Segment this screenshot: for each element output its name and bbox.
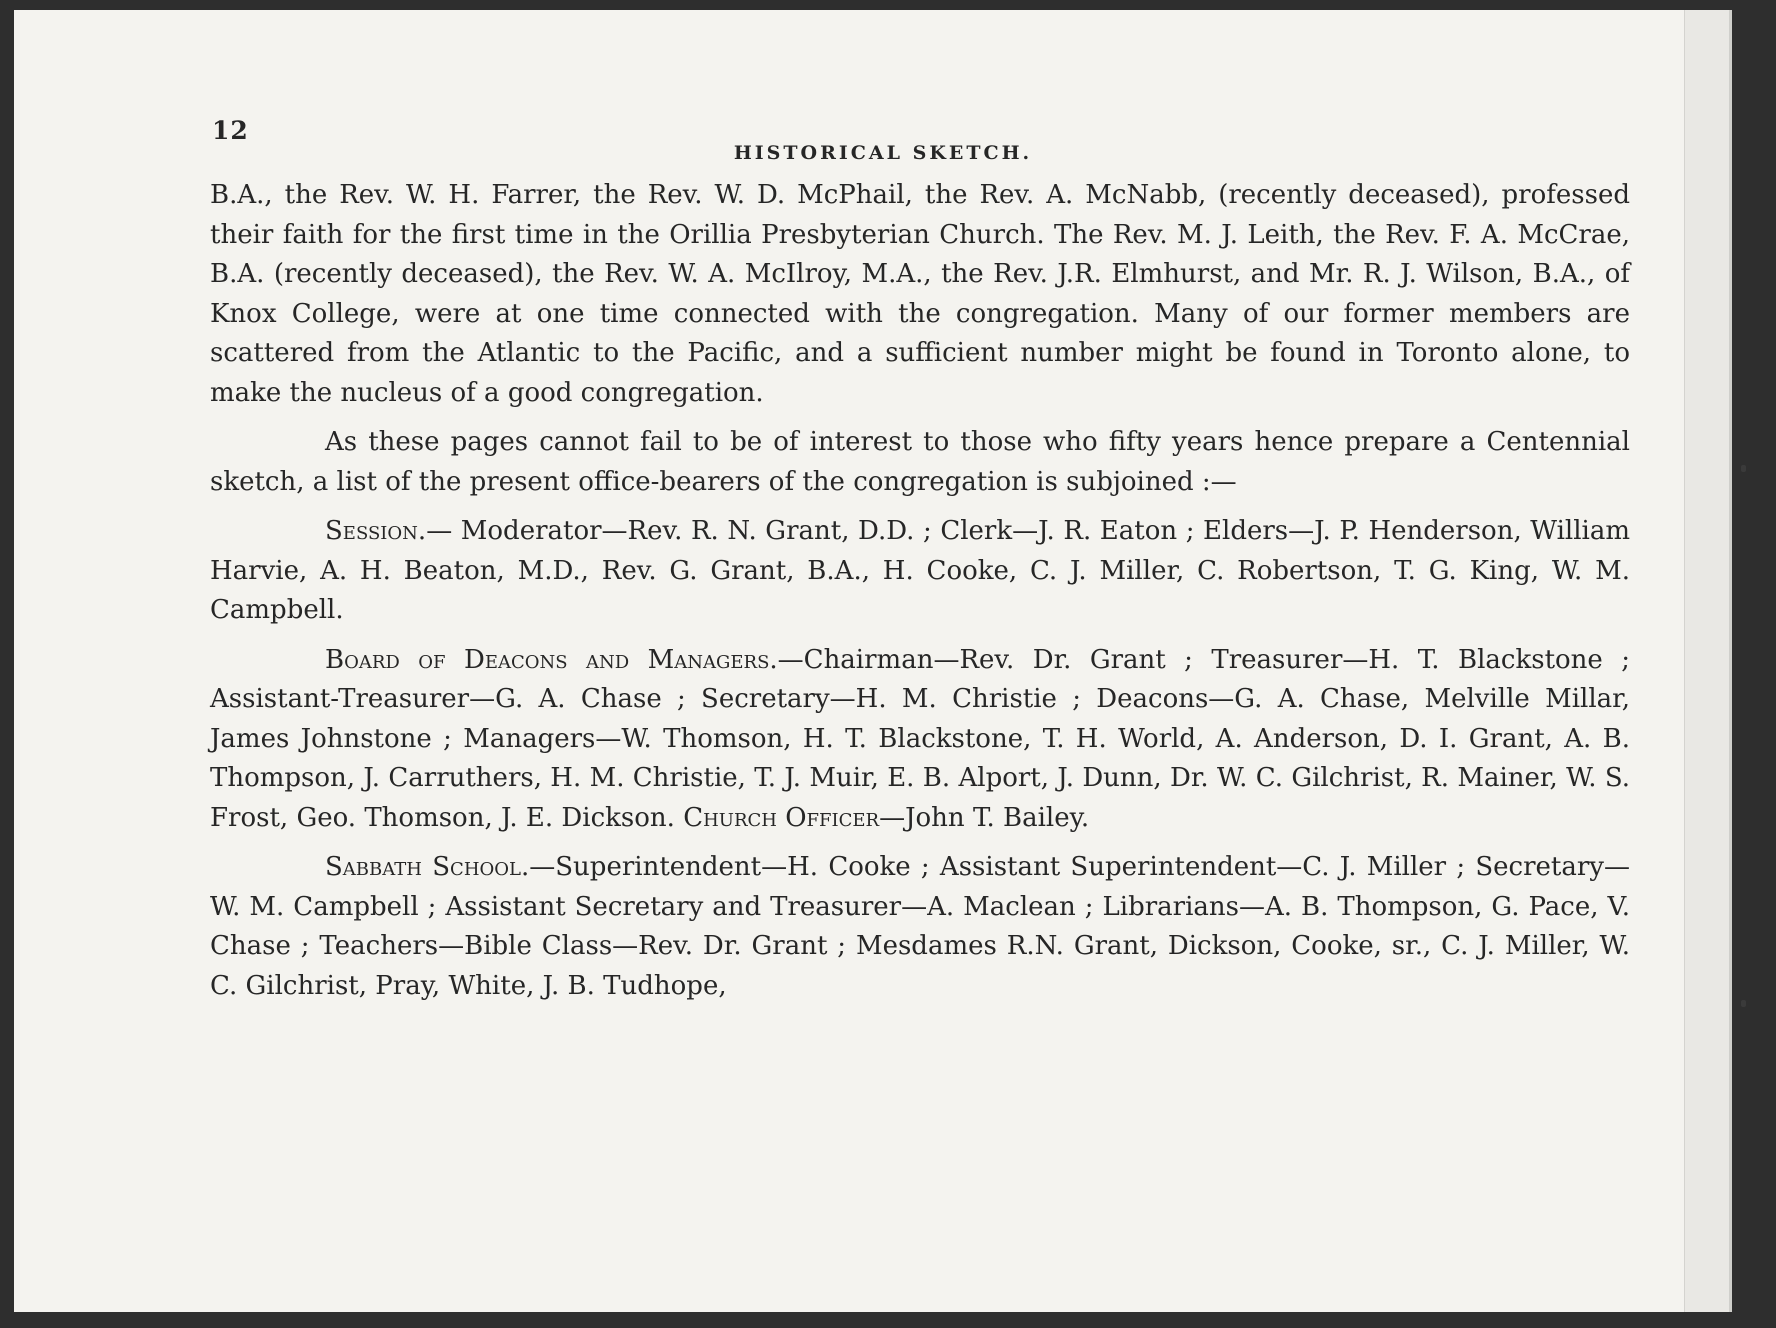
page-number: 12 [212, 116, 249, 145]
board-text: —Chairman—Rev. Dr. Grant ; Treasurer—H. T. Blackstone ; Assistant-Treasurer—G. A. Chase ; Secretary—H. M. Christie ; Deacons—G. A. Chase, Melville Millar, James Johnstone ; Managers—W. Thomson, H. T. Blackstone, T. H. World, A. Anderson, D. I. Grant, A. B. Thompson, J. Carruthers, H. M. Christie, T. J. Muir, E. B. Alport, J. Dunn, Dr. W. C. Gilchrist, R. Mainer, W. S. Frost, Geo. Thomson, J. E. Dickson. [210, 644, 1630, 833]
paragraph-session [210, 512, 1630, 631]
scan-speck [1741, 465, 1746, 472]
paragraph-board [210, 641, 1630, 839]
body-text [210, 176, 1630, 1006]
book-page [14, 10, 1732, 1312]
sabbath-school-heading: Sabbath School. [325, 852, 530, 882]
paragraph-continuation: B.A., the Rev. W. H. Farrer, the Rev. W. D. McPhail, the Rev. A. McNabb, (recently deceased), professed their faith for the first time in the Orillia Presbyterian Church. The Rev. M. J. Leith, the Rev. F. A. McCrae, B.A. (recently deceased), the Rev. W. A. McIlroy, M.A., the Rev. J.R. Elmhurst, and Mr. R. J. Wilson, B.A., of Knox College, were at one time connected with the congregation. Many of our former members are scattered from the Atlantic to the Pacific, and a sufficient number might be found in Toronto alone, to make the nucleus of a good congregation. [210, 180, 1630, 408]
session-heading: Session. [325, 516, 427, 546]
page-edge [1684, 10, 1729, 1312]
church-officer-heading: Church Officer [683, 802, 880, 833]
scan-speck [1741, 1000, 1746, 1007]
sabbath-school-text: —Superintendent—H. Cooke ; Assistant Superintendent—C. J. Miller ; Secretary—W. M. Campbell ; Assistant Secretary and Treasurer—A. Maclean ; Librarians—A. B. Thompson, G. Pace, V. Chase ; Teachers—Bible Class—Rev. Dr. Grant ; Mesdames R.N. Grant, Dickson, Cooke, sr., C. J. Miller, W. C. Gilchrist, Pray, White, J. B. Tudhope, [210, 852, 1630, 1001]
paragraph-office-bearers-intro: As these pages cannot fail to be of interest to those who fifty years hence prepare a Centennial sketch, a list of the present office-bearers of the congregation is subjoined :— [210, 427, 1630, 497]
church-officer-text: —John T. Bailey. [879, 802, 1090, 833]
session-text: — Moderator—Rev. R. N. Grant, D.D. ; Clerk—J. R. Eaton ; Elders—J. P. Henderson, William Harvie, A. H. Beaton, M.D., Rev. G. Grant, B.A., H. Cooke, C. J. Miller, C. Robertson, T. G. King, W. M. Campbell. [210, 516, 1630, 625]
board-heading: Board of Deacons and Managers. [325, 644, 778, 675]
running-head: HISTORICAL SKETCH. [733, 142, 1033, 164]
paragraph-sabbath-school [210, 848, 1630, 1006]
